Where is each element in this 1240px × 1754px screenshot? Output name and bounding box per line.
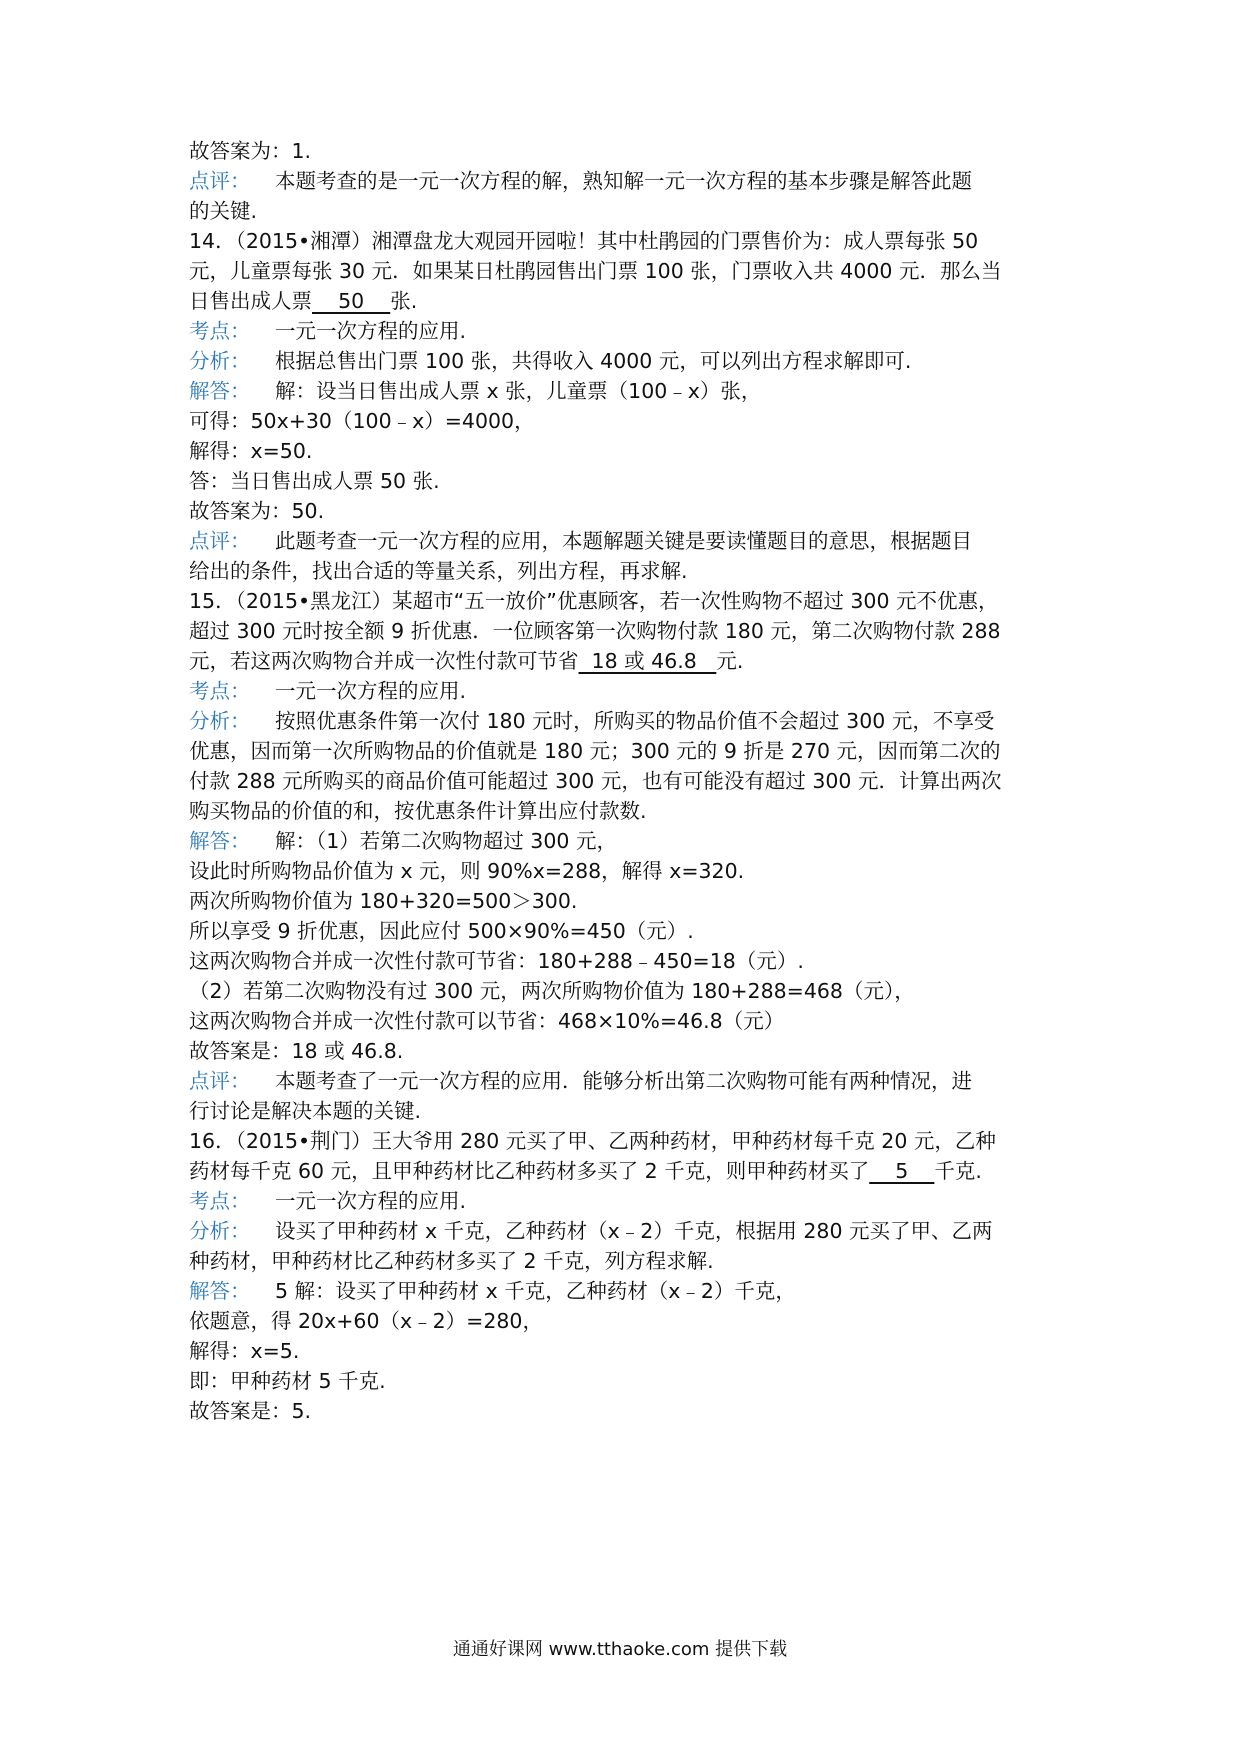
- text-line: [189, 1096, 1069, 1126]
- topic-line: [189, 1186, 1069, 1216]
- label-analysis: 分析：: [189, 1219, 251, 1243]
- text-line: [189, 856, 1069, 886]
- label-solution: 解答：: [189, 1279, 251, 1303]
- text: 本题考查了一元一次方程的应用．能够分析出第二次购物可能有两种情况，进: [275, 1069, 972, 1093]
- text-line: [189, 886, 1069, 916]
- text-line: [189, 556, 1069, 586]
- label-topic: 考点：: [189, 679, 251, 703]
- text: 种药材，甲种药材比乙种药材多买了 2 千克，列方程求解.: [189, 1249, 714, 1273]
- label-solution: 解答：: [189, 379, 251, 403]
- answer-blank: 50: [312, 289, 391, 313]
- text-line: [189, 796, 1069, 826]
- label-review: 点评：: [189, 529, 251, 553]
- answer-blank: 5: [869, 1159, 935, 1183]
- text: 5 解：设买了甲种药材 x 千克，乙种药材（x﹣2）千克，: [275, 1279, 796, 1303]
- text: 故答案是：5.: [189, 1399, 312, 1423]
- text: 解得：x=50.: [189, 439, 313, 463]
- question-16: [189, 1126, 1069, 1156]
- text-line: [189, 1156, 1069, 1186]
- text: 解得：x=5.: [189, 1339, 300, 1363]
- text: 故答案为：50.: [189, 499, 325, 523]
- text: 16．（2015•荆门）王大爷用 280 元买了甲、乙两种药材，甲种药材每千克 20 元，乙种: [189, 1129, 996, 1153]
- label-topic: 考点：: [189, 319, 251, 343]
- text-line: [189, 496, 1069, 526]
- text-line: [189, 136, 1069, 166]
- text: 这两次购物合并成一次性付款可节省：180+288﹣450=18（元）.: [189, 949, 804, 973]
- text: 日售出成人票: [189, 289, 312, 313]
- text: 张.: [390, 289, 418, 313]
- text: 付款 288 元所购买的商品价值可能超过 300 元，也有可能没有超过 300 元．计算出两次: [189, 769, 1002, 793]
- topic-line: [189, 316, 1069, 346]
- text: 此题考查一元一次方程的应用，本题解题关键是要读懂题目的意思，根据题目: [275, 529, 972, 553]
- solution-line: [189, 826, 1069, 856]
- text: （2）若第二次购物没有过 300 元，两次所购物价值为 180+288=468（元），: [189, 979, 915, 1003]
- review-line: [189, 166, 1069, 196]
- text: 解：设当日售出成人票 x 张，儿童票（100﹣x）张，: [275, 379, 762, 403]
- text-line: [189, 1036, 1069, 1066]
- text-line: [189, 466, 1069, 496]
- text: 元.: [716, 649, 744, 673]
- review-line: [189, 1066, 1069, 1096]
- text: 元，儿童票每张 30 元．如果某日杜鹃园售出门票 100 张，门票收入共 4000 元．那么当: [189, 259, 1002, 283]
- label-review: 点评：: [189, 169, 251, 193]
- text: 元，若这两次购物合并成一次性付款可节省: [189, 649, 579, 673]
- text-line: [189, 196, 1069, 226]
- text-line: [189, 646, 1069, 676]
- label-review: 点评：: [189, 1069, 251, 1093]
- text: 一元一次方程的应用.: [275, 679, 467, 703]
- text-line: [189, 1336, 1069, 1366]
- text: 故答案为：1.: [189, 139, 312, 163]
- review-line: [189, 526, 1069, 556]
- solution-line: [189, 1276, 1069, 1306]
- text-line: [189, 976, 1069, 1006]
- answer-blank: 18 或 46.8: [578, 649, 717, 673]
- text: 设买了甲种药材 x 千克，乙种药材（x﹣2）千克，根据用 280 元买了甲、乙两: [275, 1219, 993, 1243]
- label-analysis: 分析：: [189, 349, 251, 373]
- text-line: [189, 1246, 1069, 1276]
- text: 依题意，得 20x+60（x﹣2）=280，: [189, 1309, 543, 1333]
- text-line: [189, 1006, 1069, 1036]
- text-line: [189, 946, 1069, 976]
- text: 优惠，因而第一次所购物品的价值就是 180 元；300 元的 9 折是 270 元，因而第二次的: [189, 739, 1001, 763]
- text-line: [189, 436, 1069, 466]
- text: 购买物品的价值的和，按优惠条件计算出应付款数.: [189, 799, 647, 823]
- text: 千克.: [934, 1159, 982, 1183]
- text: 14．（2015•湘潭）湘潭盘龙大观园开园啦！其中杜鹃园的门票售价为：成人票每张 50: [189, 229, 979, 253]
- text-line: [189, 256, 1069, 286]
- text: 根据总售出门票 100 张，共得收入 4000 元，可以列出方程求解即可.: [275, 349, 912, 373]
- text: 两次所购物价值为 180+320=500＞300.: [189, 889, 578, 913]
- text-line: [189, 916, 1069, 946]
- text: 这两次购物合并成一次性付款可以节省：468×10%=46.8（元）: [189, 1009, 785, 1033]
- analysis-line: [189, 706, 1069, 736]
- question-14: [189, 226, 1069, 256]
- label-topic: 考点：: [189, 1189, 251, 1213]
- text: 按照优惠条件第一次付 180 元时，所购买的物品价值不会超过 300 元，不享受: [275, 709, 995, 733]
- text: 所以享受 9 折优惠，因此应付 500×90%=450（元）.: [189, 919, 694, 943]
- text-line: [189, 1396, 1069, 1426]
- label-analysis: 分析：: [189, 709, 251, 733]
- text-line: [189, 1306, 1069, 1336]
- text: 答：当日售出成人票 50 张.: [189, 469, 440, 493]
- question-15: [189, 586, 1069, 616]
- page-footer: 通通好课网 www.tthaoke.com 提供下载: [452, 1639, 788, 1660]
- analysis-line: [189, 346, 1069, 376]
- text: 给出的条件，找出合适的等量关系，列出方程，再求解.: [189, 559, 688, 583]
- text: 解：（1）若第二次购物超过 300 元，: [275, 829, 617, 853]
- text-line: [189, 1366, 1069, 1396]
- text: 本题考查的是一元一次方程的解，熟知解一元一次方程的基本步骤是解答此题: [275, 169, 972, 193]
- analysis-line: [189, 1216, 1069, 1246]
- text-line: [189, 766, 1069, 796]
- label-solution: 解答：: [189, 829, 251, 853]
- text: 的关键.: [189, 199, 258, 223]
- text-line: [189, 736, 1069, 766]
- text: 药材每千克 60 元，且甲种药材比乙种药材多买了 2 千克，则甲种药材买了: [189, 1159, 870, 1183]
- solution-line: [189, 376, 1069, 406]
- text: 一元一次方程的应用.: [275, 1189, 467, 1213]
- text-line: [189, 616, 1069, 646]
- text: 设此时所购物品价值为 x 元，则 90%x=288，解得 x=320.: [189, 859, 745, 883]
- text: 即：甲种药材 5 千克.: [189, 1369, 386, 1393]
- text-line: [189, 286, 1069, 316]
- topic-line: [189, 676, 1069, 706]
- text: 故答案是：18 或 46.8.: [189, 1039, 404, 1063]
- text: 一元一次方程的应用.: [275, 319, 467, 343]
- text-line: [189, 406, 1069, 436]
- text: 超过 300 元时按全额 9 折优惠．一位顾客第一次购物付款 180 元，第二次购物付款 288: [189, 619, 1001, 643]
- text: 可得：50x+30（100﹣x）=4000，: [189, 409, 535, 433]
- text: 行讨论是解决本题的关键.: [189, 1099, 422, 1123]
- text: 15．（2015•黑龙江）某超市“五一放价”优惠顾客，若一次性购物不超过 300 元不优惠，: [189, 589, 999, 613]
